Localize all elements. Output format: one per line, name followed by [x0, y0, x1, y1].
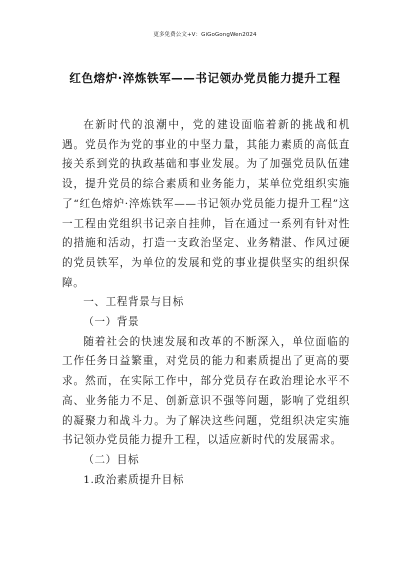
subsection-heading-goals: （二）目标 [83, 453, 140, 466]
document-title: 红色熔炉·淬炼铁军——书记领办党员能力提升工程 [69, 71, 341, 85]
subsection-heading-background: （一）背景 [83, 316, 140, 329]
background-paragraph: 随着社会的快速发展和改革的不断深入，单位面临的工作任务日益繁重，对党员的能力和素质提出了更高的要求。然而，在实际工作中，部分党员存在政治理论水平不高、业务能力不足、创新意识不强等问题，影响了党组织的凝聚力和战斗力。为了解决这些问题，党组织决定实施书记领办党员能力提升工程，以适应新时代的发展需求。 [62, 335, 350, 447]
document-body [62, 116, 350, 490]
item-heading-political-quality: 1.政治素质提升目标 [83, 473, 185, 486]
intro-paragraph: 在新时代的浪潮中，党的建设面临着新的挑战和机遇。党员作为党的事业的中坚力量，其能力素质的高低直接关系到党的执政基础和事业发展。为了加强党员队伍建设，提升党员的综合素质和业务能力，某单位党组织实施了“红色熔炉·淬炼铁军——书记领办党员能力提升工程”这一工程由党组织书记亲自挂帅，旨在通过一系列有针对性的措施和活动，打造一支政治坚定、业务精湛、作风过硬的党员铁军，为单位的发展和党的事业提供坚实的组织保障。 [62, 119, 350, 289]
section-heading-background-goals: 一、工程背景与目标 [83, 296, 184, 309]
header-note: 更多免费公文+V：GiGoGongWen2024 [153, 32, 257, 38]
